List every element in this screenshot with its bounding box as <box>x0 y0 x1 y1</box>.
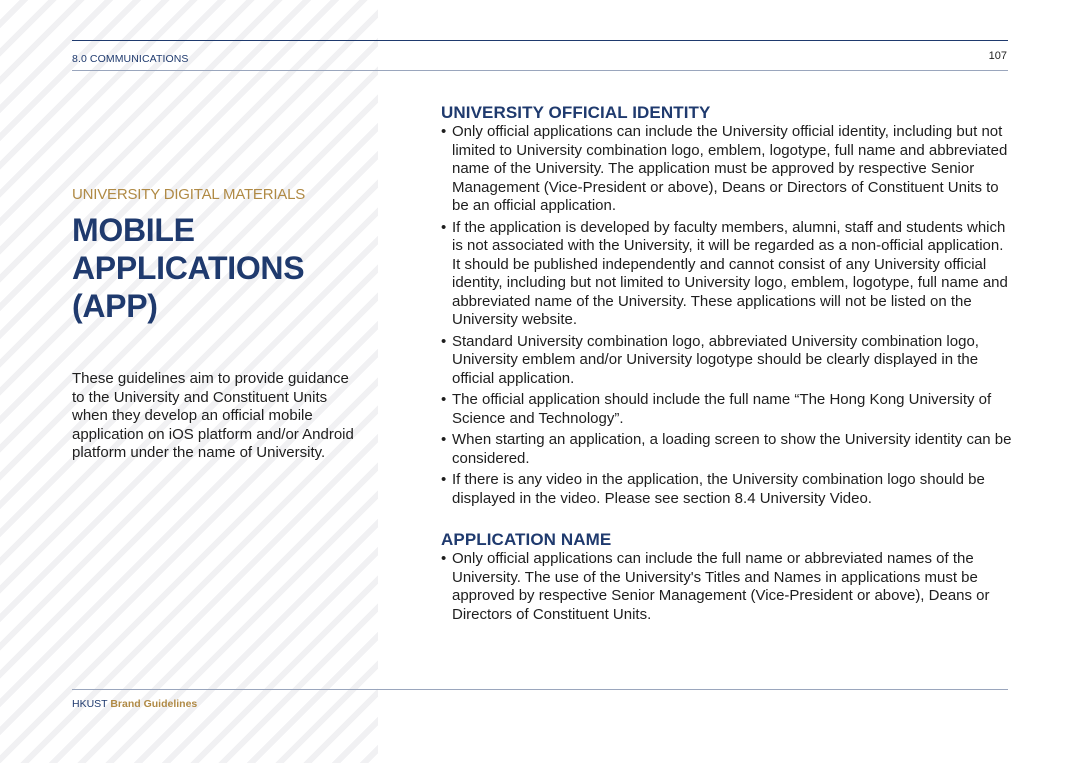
left-column <box>72 186 362 463</box>
header-rule <box>72 40 1008 41</box>
page-title-line: APPLICATIONS <box>72 250 305 286</box>
page-number: 107 <box>988 50 1007 62</box>
list-item: • The official application should include the full name “The Hong Kong University of Science and Technology”. <box>441 391 1013 428</box>
footer-doc-title: Brand Guidelines <box>110 698 198 710</box>
header-subrule <box>72 70 1008 71</box>
application-name-list <box>441 550 1013 624</box>
section-heading-official-identity: UNIVERSITY OFFICIAL IDENTITY <box>441 103 711 122</box>
list-item: • If there is any video in the application, the University combination logo should be displayed in the video. Please see section 8.4 University Video. <box>441 471 1013 508</box>
footer-org: HKUST <box>72 698 108 710</box>
list-item: • When starting an application, a loading screen to show the University identity can be considered. <box>441 431 1013 468</box>
list-item: • Only official applications can include the University official identity, including but not limited to University combination logo, emblem, logotype, full name and abbreviated name of the University. The application must be approved by respective Senior Management (Vice-President or above), Deans or Directors of Constituent Units to be an official application. <box>441 123 1013 216</box>
page-title <box>72 211 362 325</box>
section-label: 8.0 COMMUNICATIONS <box>72 53 189 65</box>
list-item: • If the application is developed by faculty members, alumni, staff and students which is not associated with the University, it will be regarded as a non-official application. It should be published independently and cannot consist of any University official identity, including but not limited to University logo, emblem, logotype, full name and abbreviated name of the University. These applications will not be listed on the University website. <box>441 219 1013 330</box>
right-column <box>441 103 1013 627</box>
footer-rule <box>72 689 1008 690</box>
kicker-label: UNIVERSITY DIGITAL MATERIALS <box>72 186 306 203</box>
list-item: • Only official applications can include the full name or abbreviated names of the University. The use of the University's Titles and Names in applications must be approved by respective Senior Management (Vice-President or above), Deans or Directors of Constituent Units. <box>441 550 1013 624</box>
list-item: • Standard University combination logo, abbreviated University combination logo, University emblem and/or University logotype should be clearly displayed in the official application. <box>441 333 1013 389</box>
section-heading-application-name: APPLICATION NAME <box>441 530 612 549</box>
intro-paragraph: These guidelines aim to provide guidance to the University and Constituent Units when they develop an official mobile application on iOS platform and/or Android platform under the name of University. <box>72 370 354 461</box>
official-identity-list <box>441 123 1013 508</box>
page-title-line: MOBILE <box>72 212 195 248</box>
footer <box>72 698 197 710</box>
page-title-line: (APP) <box>72 288 158 324</box>
